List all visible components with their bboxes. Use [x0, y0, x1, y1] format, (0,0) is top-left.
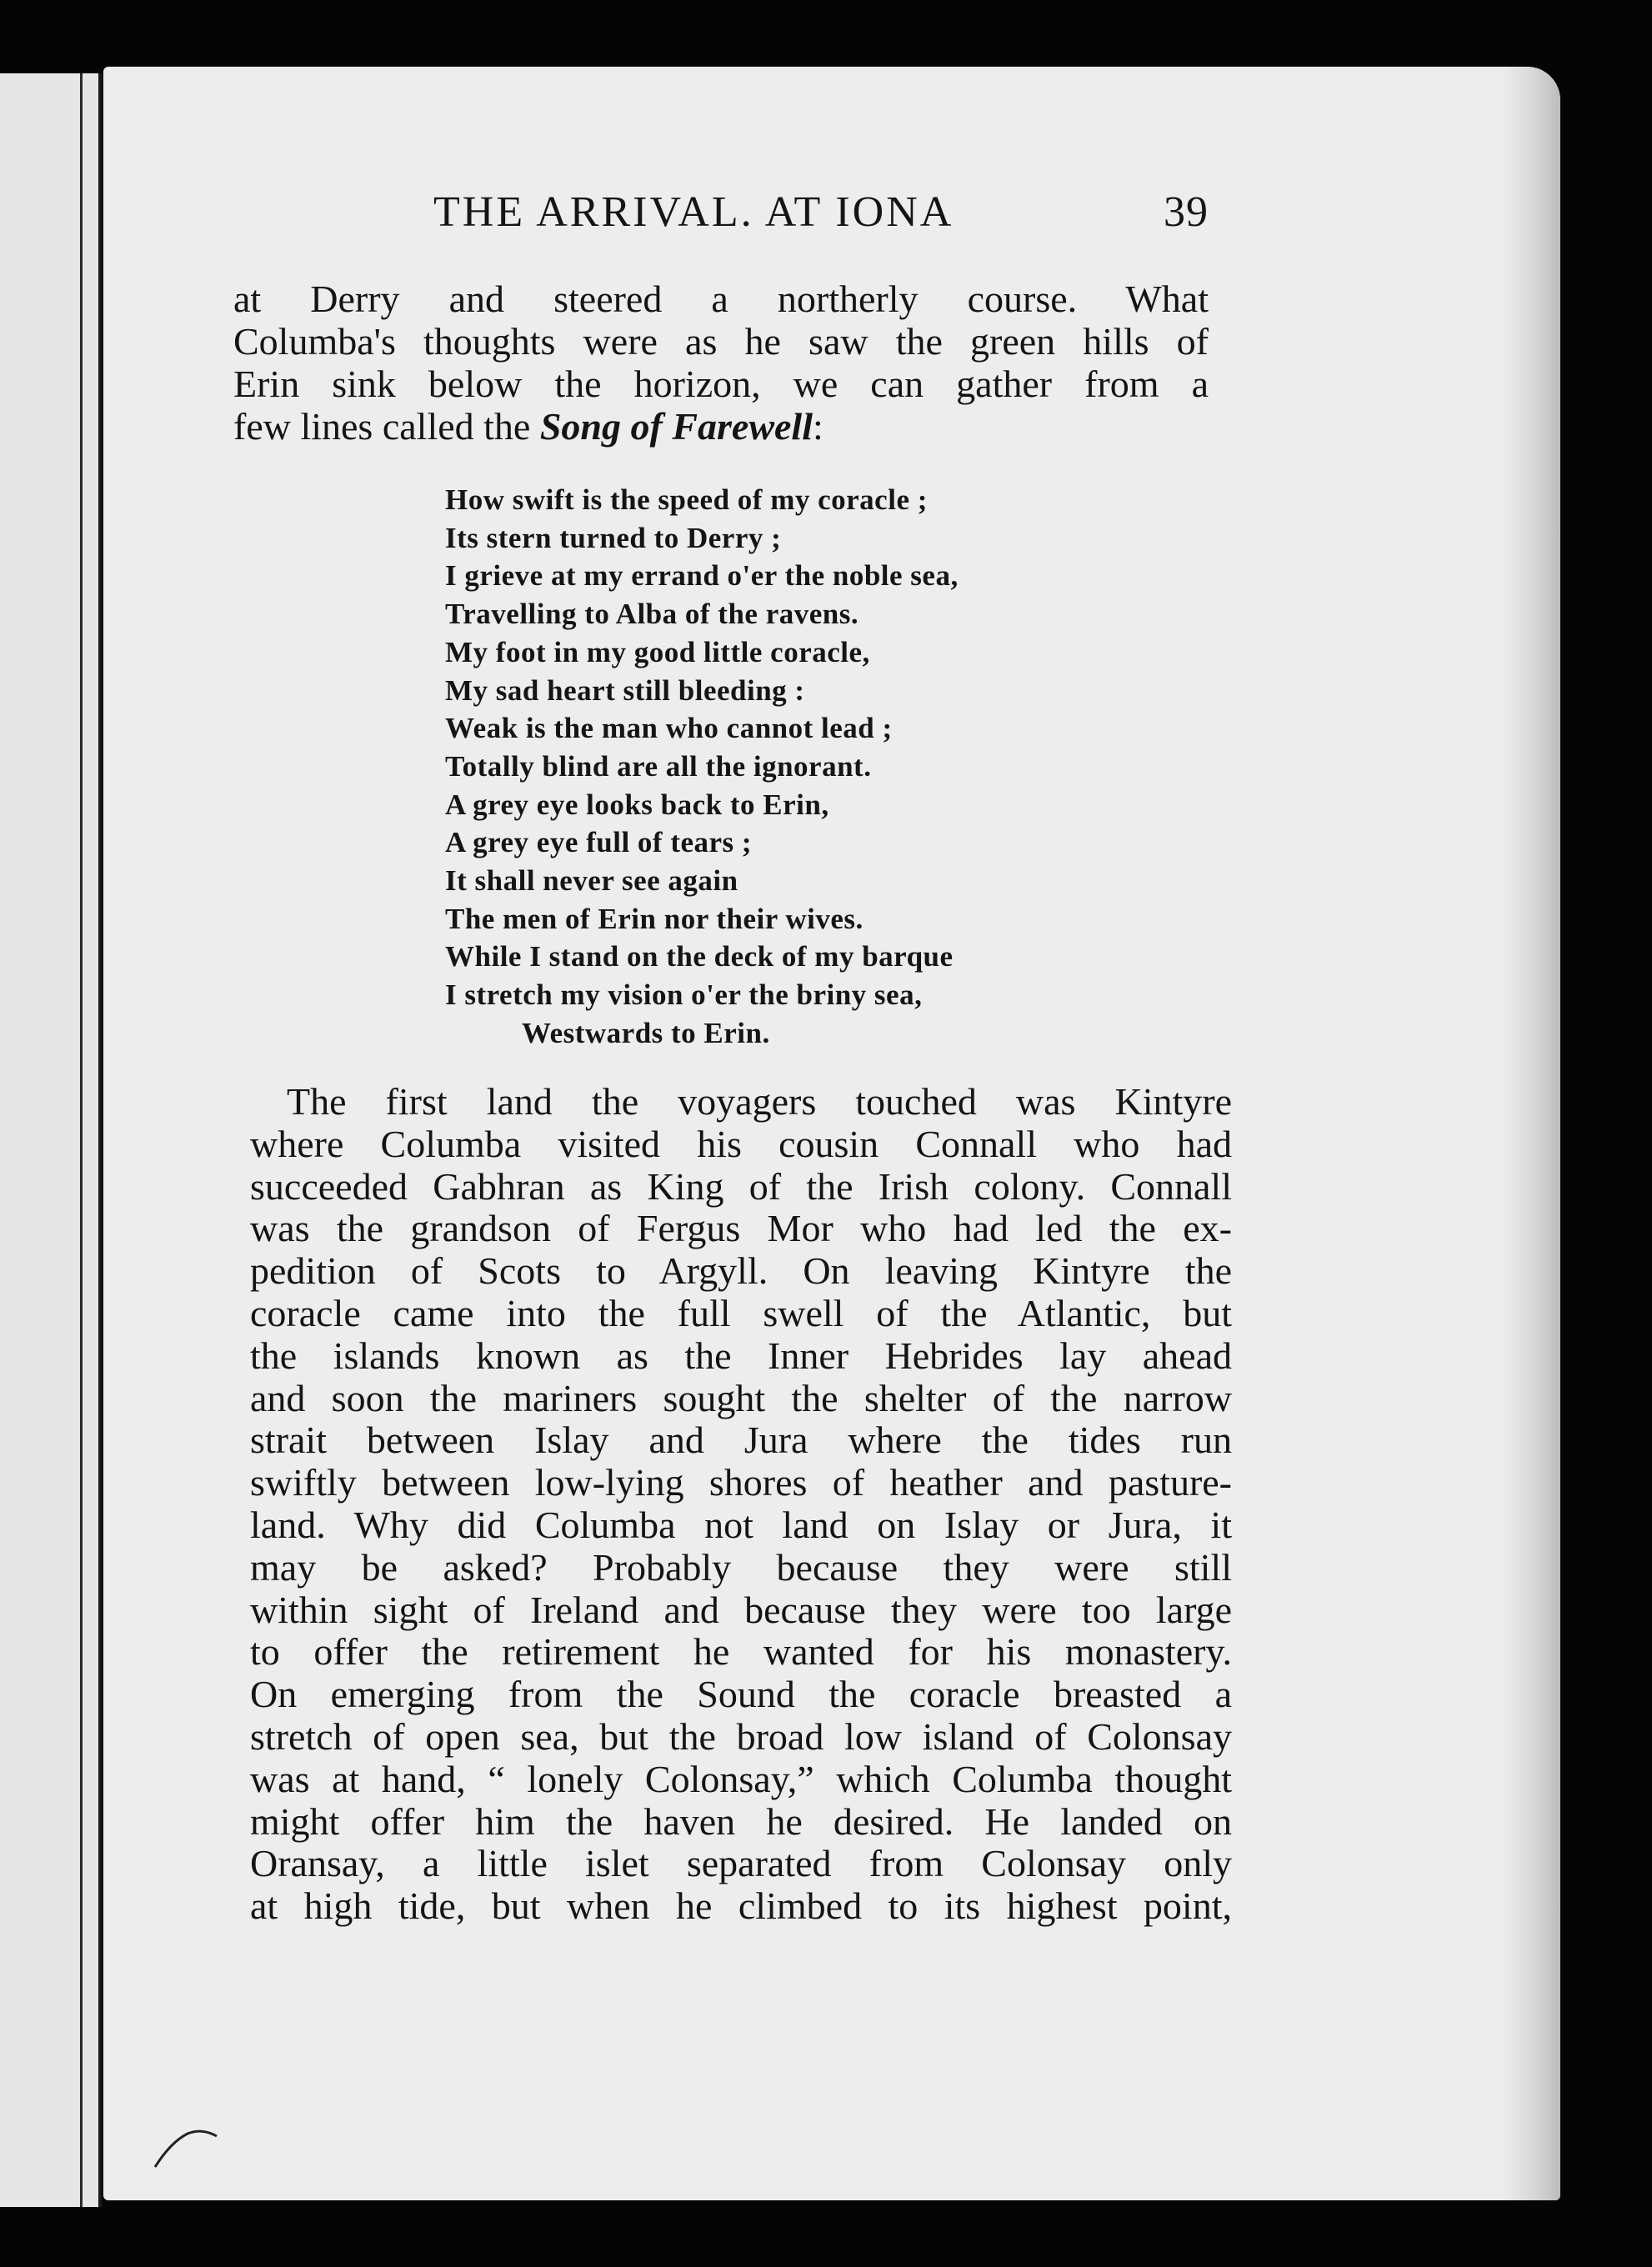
- facing-page-edge: [0, 73, 102, 2207]
- poem-line: My sad heart still bleeding :: [445, 673, 805, 707]
- gutter-rule: [80, 73, 83, 2207]
- poem-final-line: Westwards to Erin.: [522, 1016, 770, 1049]
- text-line: may be asked? Probably because they were still: [250, 1545, 1232, 1589]
- poem-line: I stretch my vision o'er the briny sea,: [445, 978, 923, 1012]
- opening-paragraph: [233, 278, 1209, 448]
- text-line: The first land the voyagers touched was Kintyre: [287, 1080, 1232, 1123]
- poem-line: Its stern turned to Derry ;: [445, 521, 782, 554]
- poem-song-of-farewell: [445, 481, 1079, 1053]
- poem-line: My foot in my good little coracle,: [445, 635, 870, 668]
- text-line: at Derry and steered a northerly course. What: [233, 278, 1209, 320]
- poem-line: Travelling to Alba of the ravens.: [445, 598, 859, 631]
- text-line: at high tide, but when he climbed to its highest point,: [250, 1884, 1232, 1928]
- text-line: stretch of open sea, but the broad low island of Colonsay: [250, 1714, 1232, 1758]
- poem-line: It shall never see again: [445, 864, 738, 898]
- poem-line: A grey eye full of tears ;: [445, 826, 753, 859]
- text-line: succeeded Gabhran as King of the Irish colony. Connall: [250, 1164, 1232, 1208]
- text-line: Oransay, a little islet separated from Colonsay only: [250, 1842, 1232, 1885]
- poem-line: Weak is the man who cannot lead ;: [445, 712, 893, 745]
- text-line: was at hand, “ lonely Colonsay,” which Columba thought: [250, 1757, 1232, 1800]
- body-paragraph: [250, 1081, 1232, 1928]
- poem-line: A grey eye looks back to Erin,: [445, 788, 829, 821]
- page-header: [433, 188, 1209, 246]
- song-title: Song of Farewell: [539, 405, 813, 448]
- text-line: the islands known as the Inner Hebrides lay ahead: [250, 1334, 1232, 1377]
- text-line: [233, 405, 1209, 448]
- poem-line: The men of Erin nor their wives.: [445, 902, 864, 935]
- text-line: swiftly between low-lying shores of heather and pasture-: [250, 1461, 1232, 1504]
- page-number: 39: [1164, 188, 1209, 236]
- text-line: Erin sink below the horizon, we can gather from a: [233, 363, 1209, 405]
- text-line: and soon the mariners sought the shelter of the narrow: [250, 1376, 1232, 1419]
- text-line: Columba's thoughts were as he saw the green hills of: [233, 320, 1209, 363]
- poem-line: While I stand on the deck of my barque: [445, 940, 954, 973]
- pencil-mark: [150, 2121, 233, 2171]
- poem-line: Totally blind are all the ignorant.: [445, 749, 872, 783]
- text-line: land. Why did Columba not land on Islay or Jura, it: [250, 1503, 1232, 1546]
- running-title: THE ARRIVAL. AT IONA: [433, 188, 954, 236]
- text-line: On emerging from the Sound the coracle breasted a: [250, 1673, 1232, 1716]
- text-line: might offer him the haven he desired. He landed on: [250, 1799, 1232, 1843]
- text-fragment: few lines called the: [233, 405, 540, 448]
- text-line: coracle came into the full swell of the Atlantic, but: [250, 1291, 1232, 1334]
- text-fragment: :: [813, 405, 823, 448]
- poem-line: I grieve at my errand o'er the noble sea,: [445, 559, 959, 593]
- poem-line: How swift is the speed of my coracle ;: [445, 483, 928, 516]
- text-line: to offer the retirement he wanted for his monastery.: [250, 1630, 1232, 1674]
- text-line: was the grandson of Fergus Mor who had led the ex-: [250, 1207, 1232, 1250]
- text-line: within sight of Ireland and because they were too large: [250, 1588, 1232, 1631]
- text-line: where Columba visited his cousin Connall who had: [250, 1122, 1232, 1165]
- text-line: pedition of Scots to Argyll. On leaving Kintyre the: [250, 1249, 1232, 1293]
- page-curl-shadow: [1500, 67, 1560, 2200]
- text-line: strait between Islay and Jura where the tides run: [250, 1419, 1232, 1462]
